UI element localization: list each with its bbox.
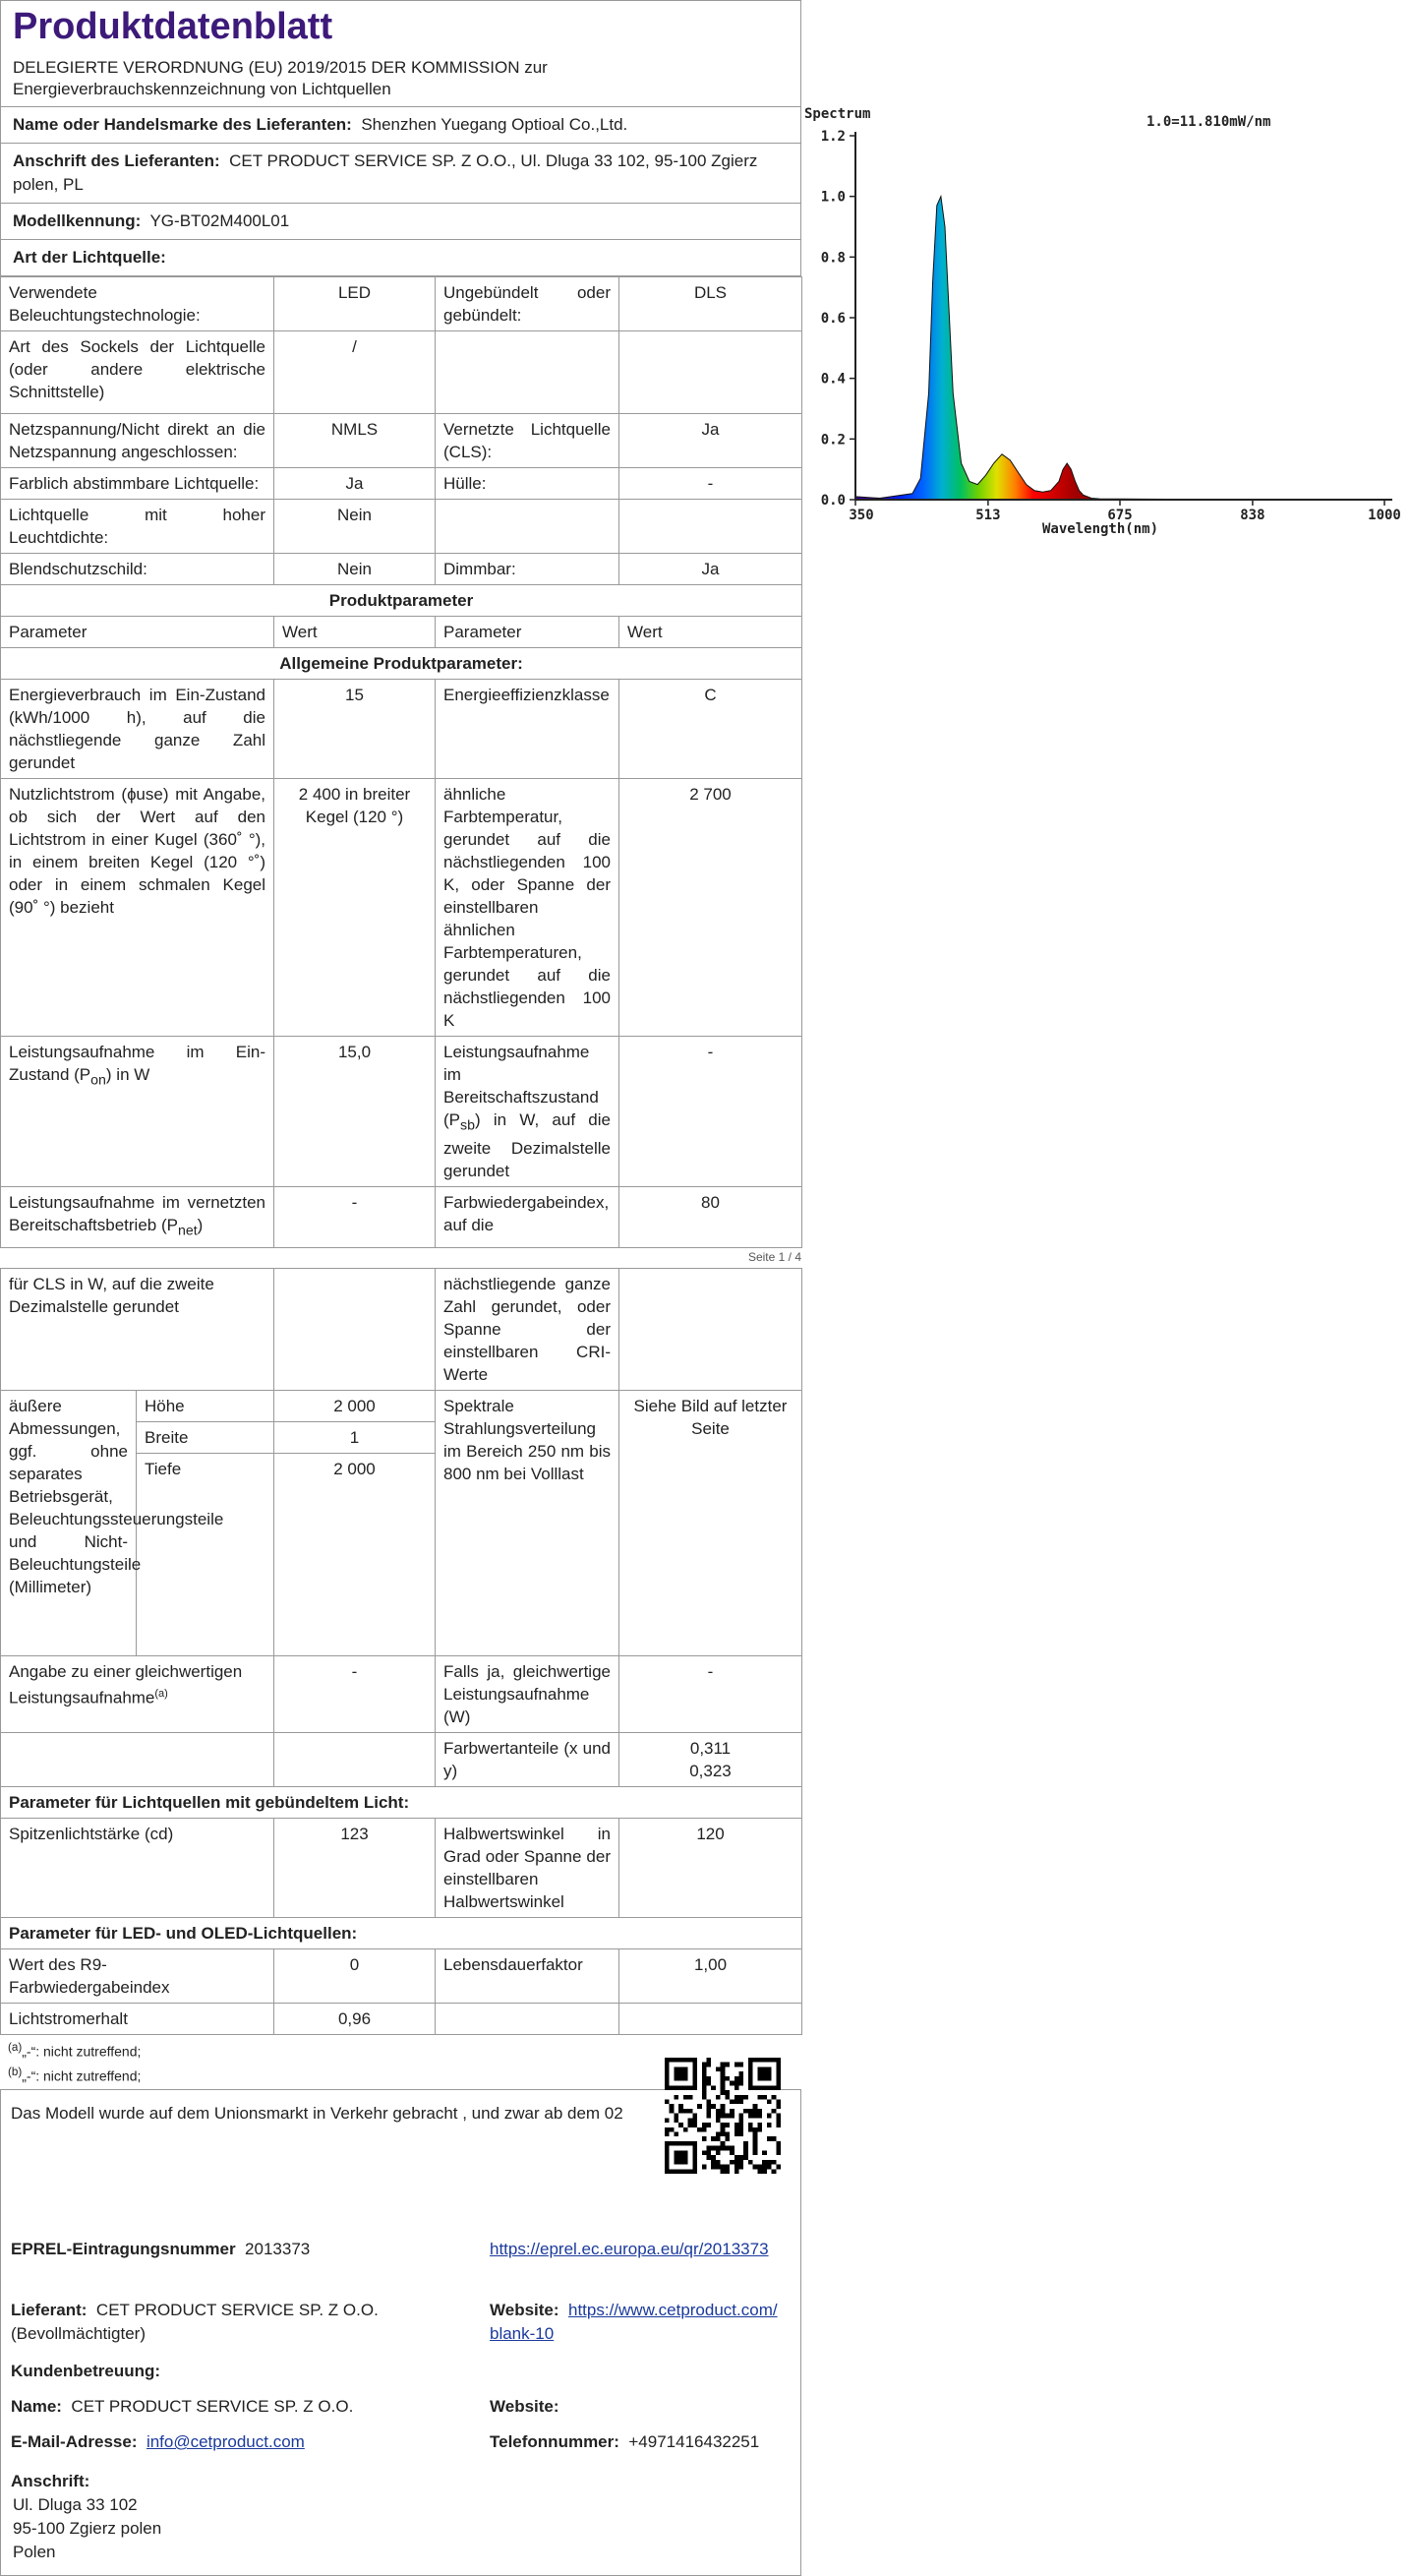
- param-label: Vernetzte Lichtquelle (CLS):: [436, 414, 619, 468]
- text: ): [197, 1216, 204, 1235]
- website-row: [490, 2299, 785, 2346]
- table-row: [1, 414, 802, 468]
- anschrift-line: Polen: [13, 2543, 56, 2562]
- phone-label: Telefonnummer:: [490, 2432, 619, 2452]
- text: ) in W, auf die zweite Dezimalstelle gerundet: [443, 1110, 611, 1181]
- param-value: [619, 2003, 802, 2034]
- table-row: [1, 1655, 802, 1732]
- spectral-label: Spektrale Strahlungsverteilung im Bereich 250 nm bis 800 nm bei Volllast: [436, 1390, 619, 1655]
- param-label: [436, 500, 619, 554]
- table-row: [1, 1948, 802, 2003]
- param-value: [619, 331, 802, 414]
- x-tick-label: 838: [1240, 508, 1265, 523]
- param-value: 2 400 in breiter Kegel (120 °): [274, 779, 436, 1037]
- param-value: [274, 1268, 436, 1390]
- supplier-value: Shenzhen Yuegang Optioal Co.,Ltd.: [361, 115, 628, 134]
- y-tick-label: 1.0: [820, 189, 846, 206]
- email-link[interactable]: info@cetproduct.com: [146, 2432, 305, 2452]
- x-tick-label: 675: [1107, 508, 1133, 523]
- x-axis-label: Wavelength(nm): [1042, 521, 1159, 537]
- param-value: C: [619, 680, 802, 779]
- param-label: Farblich abstimmbare Lichtquelle:: [1, 468, 274, 500]
- eprel-row: [11, 2238, 310, 2261]
- param-label: nächstliegende ganze Zahl gerundet, oder Spanne der einstellbaren CRI-Werte: [436, 1268, 619, 1390]
- eprel-link[interactable]: https://eprel.ec.europa.eu/qr/2013373: [490, 2240, 769, 2259]
- table-row: [1, 1187, 802, 1247]
- param-label: Ungebündelt oder gebündelt:: [436, 277, 619, 331]
- regulation-text: DELEGIERTE VERORDNUNG (EU) 2019/2015 DER KOMMISSION zur Energieverbrauchskennzeichnung von Lichtquellen: [0, 49, 801, 107]
- kunden-heading: Kundenbetreuung:: [11, 2362, 161, 2381]
- param-value: Nein: [274, 500, 436, 554]
- led-heading: Parameter für LED- und OLED-Lichtquellen:: [1, 1917, 802, 1948]
- directional-heading: Parameter für Lichtquellen mit gebündeltem Licht:: [1, 1786, 802, 1818]
- param-value: [619, 1268, 802, 1390]
- chroma-y: 0,323: [689, 1761, 732, 1780]
- footnote-text: „-“: nicht zutreffend;: [22, 2068, 142, 2085]
- dimension-label: Breite: [137, 1421, 274, 1453]
- model-label: Modellkennung:: [13, 211, 142, 230]
- param-label: Netzspannung/Nicht direkt an die Netzspannung angeschlossen:: [1, 414, 274, 468]
- param-value: /: [274, 331, 436, 414]
- param-value: -: [274, 1187, 436, 1247]
- param-label: [1, 1037, 274, 1187]
- param-label: [1, 1187, 274, 1247]
- dimension-value: 2 000: [274, 1390, 436, 1421]
- param-value: 80: [619, 1187, 802, 1247]
- subscript: sb: [460, 1117, 475, 1134]
- param-label: Art des Sockels der Lichtquelle (oder andere elektrische Schnittstelle): [1, 331, 274, 414]
- website2-label: Website:: [490, 2397, 559, 2417]
- subscript: net: [177, 1223, 198, 1239]
- text: Leistungsaufnahme im vernetzten Bereitschaftsbetrieb (P: [9, 1193, 265, 1235]
- eprel-link-box: [490, 2238, 785, 2261]
- param-value: -: [619, 1037, 802, 1187]
- superscript: (a): [154, 1687, 168, 1700]
- supplier-label: Name oder Handelsmarke des Lieferanten:: [13, 115, 352, 134]
- footnote-mark: (a): [8, 2040, 23, 2054]
- param-label: Energieeffizienzklasse: [436, 680, 619, 779]
- param-label: Blendschutzschild:: [1, 554, 274, 585]
- general-heading: Allgemeine Produktparameter:: [1, 648, 802, 680]
- param-label: für CLS in W, auf die zweite Dezimalstelle gerundet: [1, 1268, 274, 1390]
- text: Leistungsaufnahme im Bereitschaftszustand (P: [443, 1043, 599, 1129]
- qr-code: [665, 2058, 781, 2174]
- light-type-table: [0, 276, 802, 1248]
- column-header-row: [1, 617, 802, 648]
- param-label: Nutzlichtstrom (ɸuse) mit Angabe, ob sich der Wert auf den Lichtstrom in einer Kugel (360˚ °), in einem breiten Kegel (120 °˚) oder in einem schmalen Kegel (90˚ °) bezieht: [1, 779, 274, 1037]
- dimension-label: Höhe: [137, 1390, 274, 1421]
- param-label: Farbwertanteile (x und y): [436, 1732, 619, 1786]
- phone-row: [490, 2430, 759, 2454]
- y-tick-label: 0.6: [820, 311, 846, 327]
- param-value: LED: [274, 277, 436, 331]
- param-value: 15: [274, 680, 436, 779]
- column-header: Wert: [274, 617, 436, 648]
- x-tick-label: 513: [975, 508, 1001, 523]
- supplier-row: [0, 107, 801, 144]
- spectrum-chart: [802, 104, 1410, 547]
- param-label: [436, 1037, 619, 1187]
- page-number: Seite 1 / 4: [747, 1249, 801, 1264]
- table-row: [1, 2003, 802, 2034]
- table-row: [1, 1268, 802, 1390]
- text: ) in W: [105, 1065, 150, 1084]
- param-value: 1,00: [619, 1948, 802, 2003]
- website-label: Website:: [490, 2301, 559, 2320]
- dimension-label: Tiefe: [137, 1453, 274, 1655]
- address-value: CET PRODUCT SERVICE SP. Z O.O., Ul. Dluga 33 102, 95-100 Zgierz polen, PL: [13, 151, 758, 194]
- phone-value: +4971416432251: [628, 2432, 760, 2452]
- model-value: YG-BT02M400L01: [149, 211, 290, 230]
- text: Angabe zu einer gleichwertigen Leistungsaufnahme: [9, 1661, 243, 1707]
- param-value: -: [274, 1655, 436, 1732]
- dimensions-table: [0, 1268, 802, 2035]
- product-params-heading: Produktparameter: [1, 585, 802, 617]
- table-row: [1, 277, 802, 331]
- table-row: [1, 1390, 802, 1421]
- anschrift-line: Ul. Dluga 33 102: [13, 2495, 138, 2515]
- light-type-heading: Art der Lichtquelle:: [0, 240, 801, 276]
- dimension-value: 2 000: [274, 1453, 436, 1655]
- name-row: [11, 2395, 353, 2419]
- section-heading: [1, 1917, 802, 1948]
- page-break: [0, 1248, 801, 1268]
- param-value: Nein: [274, 554, 436, 585]
- website-link[interactable]: https://www.cetproduct.com/blank-10: [490, 2301, 778, 2344]
- y-tick-label: 1.2: [820, 129, 846, 145]
- email-row: [11, 2430, 305, 2454]
- param-label: Falls ja, gleichwertige Leistungsaufnahme (W): [436, 1655, 619, 1732]
- param-label: Lichtstromerhalt: [1, 2003, 274, 2034]
- param-label: Lichtquelle mit hoher Leuchtdichte:: [1, 500, 274, 554]
- param-label: Spitzenlichtstärke (cd): [1, 1818, 274, 1917]
- param-value: [619, 1732, 802, 1786]
- dimensions-label: äußere Abmessungen, ggf. ohne separates Betriebsgerät, Beleuchtungssteuerungsteile und Nicht-Beleuchtungsteile (Millimeter): [1, 1390, 137, 1655]
- param-value: -: [619, 1655, 802, 1732]
- param-label: Verwendete Beleuchtungstechnologie:: [1, 277, 274, 331]
- table-row: [1, 1037, 802, 1187]
- section-heading: [1, 1786, 802, 1818]
- y-tick-label: 0.0: [820, 493, 846, 509]
- table-row: [1, 779, 802, 1037]
- param-label: Halbwertswinkel in Grad oder Spanne der einstellbaren Halbwertswinkel: [436, 1818, 619, 1917]
- x-tick-label: 1000: [1368, 508, 1401, 523]
- param-value: -: [619, 468, 802, 500]
- param-label: Dimmbar:: [436, 554, 619, 585]
- section-heading: [1, 648, 802, 680]
- chroma-x: 0,311: [689, 1738, 732, 1758]
- table-row: [1, 1818, 802, 1917]
- spectral-value: Siehe Bild auf letzter Seite: [619, 1390, 802, 1655]
- table-row: [1, 468, 802, 500]
- anschrift-label: Anschrift:: [11, 2472, 90, 2491]
- table-row: [1, 500, 802, 554]
- param-label: Farbwiedergabeindex, auf die: [436, 1187, 619, 1247]
- param-label: Hülle:: [436, 468, 619, 500]
- market-text: Das Modell wurde auf dem Unionsmarkt in Verkehr gebracht , und zwar ab dem 02: [11, 2104, 623, 2124]
- page-title: Produktdatenblatt: [0, 0, 801, 49]
- chart-annotation: 1.0=11.810mW/nm: [1146, 114, 1271, 130]
- y-tick-label: 0.2: [820, 432, 846, 449]
- param-value: 2 700: [619, 779, 802, 1037]
- param-value: [619, 500, 802, 554]
- param-value: 120: [619, 1818, 802, 1917]
- lieferant-label: Lieferant:: [11, 2301, 88, 2320]
- email-label: E-Mail-Adresse:: [11, 2432, 138, 2452]
- param-value: 15,0: [274, 1037, 436, 1187]
- anschrift-line: 95-100 Zgierz polen: [13, 2519, 162, 2539]
- name-label: Name:: [11, 2397, 62, 2417]
- param-value: NMLS: [274, 414, 436, 468]
- column-header: Parameter: [436, 617, 619, 648]
- text: Leistungsaufnahme im Ein-Zustand (P: [9, 1043, 265, 1084]
- column-header: Wert: [619, 617, 802, 648]
- model-row: [0, 204, 801, 240]
- param-value: 0: [274, 1948, 436, 2003]
- param-label: Energieverbrauch im Ein-Zustand (kWh/1000 h), auf die nächstliegende ganze Zahl gerundet: [1, 680, 274, 779]
- address-label: Anschrift des Lieferanten:: [13, 151, 220, 170]
- param-value: Ja: [619, 554, 802, 585]
- param-label: [436, 331, 619, 414]
- subscript: on: [90, 1072, 106, 1089]
- y-tick-label: 0.4: [820, 371, 846, 388]
- name-value: CET PRODUCT SERVICE SP. Z O.O.: [71, 2397, 354, 2417]
- param-value: [274, 1732, 436, 1786]
- lieferant-row: [11, 2299, 478, 2346]
- column-header: Parameter: [1, 617, 274, 648]
- section-heading: [1, 585, 802, 617]
- param-value: Ja: [274, 468, 436, 500]
- param-label: Lebensdauerfaktor: [436, 1948, 619, 2003]
- chart-title: Spectrum: [804, 106, 871, 122]
- lieferant-value: CET PRODUCT SERVICE SP. Z O.O. (Bevollmächtigter): [11, 2301, 379, 2344]
- param-value: Ja: [619, 414, 802, 468]
- table-row: [1, 1732, 802, 1786]
- param-label: Wert des R9-Farbwiedergabeindex: [1, 1948, 274, 2003]
- table-row: [1, 331, 802, 414]
- table-row: [1, 554, 802, 585]
- param-label: ähnliche Farbtemperatur, gerundet auf die nächstliegenden 100 K, oder Spanne der einstellbaren ähnlichen Farbtemperaturen, gerundet auf die nächstliegenden 100 K: [436, 779, 619, 1037]
- param-label: [1, 1732, 274, 1786]
- footnote-text: „-“: nicht zutreffend;: [22, 2043, 142, 2060]
- param-value: 123: [274, 1818, 436, 1917]
- y-tick-label: 0.8: [820, 250, 846, 267]
- address-row: [0, 144, 801, 204]
- param-label: [436, 2003, 619, 2034]
- param-value: 0,96: [274, 2003, 436, 2034]
- table-row: [1, 680, 802, 779]
- eprel-label: EPREL-Eintragungsnummer: [11, 2240, 236, 2259]
- dimension-value: 1: [274, 1421, 436, 1453]
- eprel-value: 2013373: [245, 2240, 311, 2259]
- footnote-mark: (b): [8, 2066, 23, 2079]
- x-tick-label: 350: [849, 508, 874, 523]
- param-value: DLS: [619, 277, 802, 331]
- param-label: [1, 1655, 274, 1732]
